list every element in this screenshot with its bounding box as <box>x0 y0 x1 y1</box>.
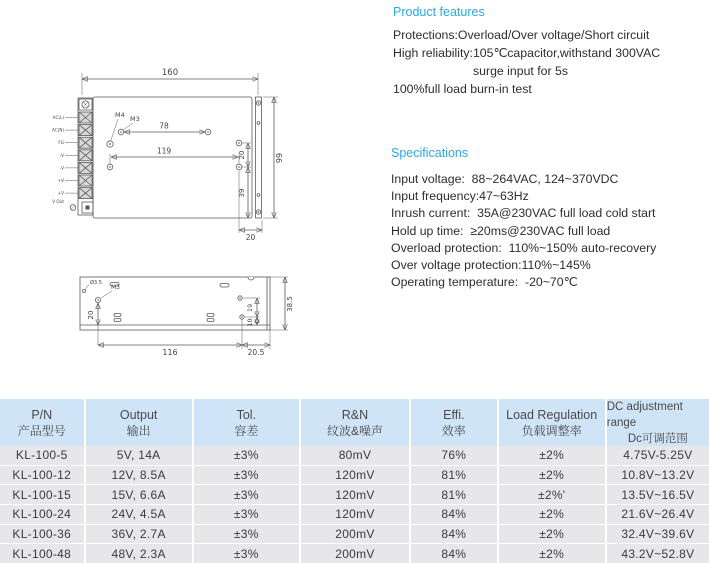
side-outline <box>80 277 270 330</box>
screw-label-m3-side: M3 <box>111 284 120 291</box>
feature-line: Protections:Overload/Over voltage/Short circuit <box>393 28 650 42</box>
product-features-title: Product features <box>393 5 485 19</box>
cell-load-reg: ±2% <box>499 544 605 563</box>
hole-label: Ø3.5 <box>90 280 102 286</box>
cell-pn: KL-100-15 <box>0 485 84 504</box>
header-en: DC adjustment range <box>606 401 683 429</box>
cell-pn: KL-100-12 <box>0 466 84 485</box>
feature-line: High reliability:105℃capacitor,withstand 300VAC <box>393 46 661 60</box>
col-header-tolerance <box>194 399 299 447</box>
cell-dc-range: 13.5V~16.5V <box>607 485 709 504</box>
cell-load-reg: ±2% <box>499 466 605 485</box>
cell-output: 24V, 4.5A <box>86 505 192 524</box>
dim-bottom <box>239 171 262 242</box>
dim-label-10: 10 <box>246 318 254 327</box>
header-zh: 纹波&噪声 <box>326 424 383 438</box>
cell-ripple: 120mV <box>301 466 409 485</box>
terminal-label: FG <box>58 140 64 146</box>
spec-line: Input frequency:47~63Hz <box>391 189 529 204</box>
dim-side-bottom <box>98 320 270 357</box>
cell-dc-range: 4.75V-5.25V <box>607 446 709 465</box>
top-notch <box>248 277 254 280</box>
header-en: R&N <box>341 408 369 422</box>
table-header-row <box>0 399 709 445</box>
header-zh: 容差 <box>234 424 259 438</box>
col-header-dc-adjust <box>607 399 709 447</box>
dim-right-lower <box>238 167 248 218</box>
cell-tolerance: ±3% <box>194 446 299 465</box>
terminal-label: V Out <box>52 199 64 204</box>
cell-pn: KL-100-48 <box>0 544 84 563</box>
cell-ripple: 200mV <box>301 544 409 563</box>
table-row <box>0 525 709 544</box>
table-row <box>0 505 709 524</box>
dim-side-height <box>270 277 294 330</box>
header-en: Effi. <box>443 408 465 422</box>
screw-callouts <box>111 111 140 140</box>
dim-side-left <box>87 303 98 345</box>
cell-load-reg: ±2% <box>499 525 605 544</box>
top-view-drawing <box>52 55 302 255</box>
spec-line: Overload protection: 110%~150% auto-recovery <box>391 240 657 255</box>
vent-slots <box>110 283 229 322</box>
cell-ripple: 120mV <box>301 485 409 504</box>
terminal-block <box>52 98 93 215</box>
cell-efficiency: 76% <box>411 446 497 465</box>
dim-side-right <box>243 298 260 327</box>
header-zh: 效率 <box>441 424 466 438</box>
terminal-label: AC(N) <box>52 127 64 133</box>
cell-pn: KL-100-5 <box>0 446 84 465</box>
header-zh: 负载调整率 <box>521 424 582 438</box>
cell-dc-range: 32.4V~39.6V <box>607 525 709 544</box>
cell-output: 5V, 14A <box>86 446 192 465</box>
terminal-labels <box>52 115 78 204</box>
cell-tolerance: ±3% <box>194 466 299 485</box>
model-spec-table <box>0 399 709 563</box>
dim-label-20b: 20 <box>245 233 256 242</box>
dim-label-78: 78 <box>159 121 169 131</box>
cell-dc-range: 43.2V~52.8V <box>607 544 709 563</box>
side-holes <box>238 296 244 319</box>
cell-pn: KL-100-24 <box>0 505 84 524</box>
cell-load-reg: ±2% <box>499 446 605 465</box>
feature-line: 100%full load burn-in test <box>393 82 532 96</box>
header-en: P/N <box>31 408 53 422</box>
specifications-section <box>391 146 703 291</box>
dim-width <box>82 68 258 95</box>
col-header-efficiency <box>411 399 497 447</box>
terminal-label: +V <box>57 190 64 196</box>
spec-line: Input voltage: 88~264VAC, 124~370VDC <box>391 172 619 186</box>
cell-load-reg: ±2% <box>499 505 605 524</box>
specifications-list <box>391 171 703 291</box>
header-zh: Dc可调范围 <box>627 433 688 445</box>
col-header-ripple-noise <box>301 399 409 447</box>
col-header-load-regulation <box>499 399 605 447</box>
dim-right-upper <box>238 143 251 167</box>
dim-pitch-bottom <box>110 147 239 165</box>
mounting-holes <box>107 129 242 170</box>
dim-height <box>263 97 284 218</box>
header-en: Load Regulation <box>506 408 598 422</box>
cell-ripple: 120mV <box>301 505 409 524</box>
cell-efficiency: 84% <box>411 505 497 524</box>
spec-line: Inrush current: 35A@230VAC full load cold start <box>391 206 656 221</box>
cell-efficiency: 81% <box>411 485 497 504</box>
spec-line: Hold up time: ≥20ms@230VAC full load <box>391 223 611 238</box>
dim-label-39: 39 <box>238 188 246 198</box>
header-en: Tol. <box>236 408 257 422</box>
spec-line: Operating temperature: -20~70℃ <box>391 275 578 290</box>
dim-label-20r: 20 <box>238 150 246 160</box>
product-features-section <box>393 5 705 98</box>
cell-output: 15V, 6.6A <box>86 485 192 504</box>
terminal-cells <box>79 112 92 199</box>
dim-label-119: 119 <box>156 146 172 156</box>
col-header-pn <box>0 399 84 447</box>
terminal-label: +V <box>57 178 64 183</box>
cell-tolerance: ±3% <box>194 544 299 563</box>
cell-dc-range: 10.8V~13.2V <box>607 466 709 485</box>
terminal-label: AC(L) <box>52 115 64 120</box>
col-header-output <box>86 399 192 447</box>
table-row <box>0 485 709 504</box>
dim-label-20-5: 20.5 <box>247 348 265 357</box>
dim-label-99: 99 <box>275 152 284 164</box>
cell-ripple: 200mV <box>301 525 409 544</box>
cell-pn: KL-100-36 <box>0 525 84 544</box>
dim-label-19: 19 <box>246 303 254 313</box>
feature-line: surge input for 5s <box>473 64 569 78</box>
table-row <box>0 446 709 465</box>
spec-line: Over voltage protection:110%~145% <box>391 258 591 273</box>
cell-tolerance: ±3% <box>194 485 299 504</box>
screw-label-m3: M3 <box>130 115 140 123</box>
table-row <box>0 544 709 563</box>
cell-output: 36V, 2.7A <box>86 525 192 544</box>
terminal-label: -V <box>59 165 64 171</box>
side-view-drawing <box>52 265 302 360</box>
header-zh: 产品型号 <box>17 424 66 438</box>
cell-efficiency: 84% <box>411 544 497 563</box>
header-zh: 输出 <box>126 424 151 438</box>
cell-efficiency: 84% <box>411 525 497 544</box>
cell-dc-range: 21.6V~26.4V <box>607 505 709 524</box>
screw-label-m4: M4 <box>115 111 125 119</box>
cell-ripple: 80mV <box>301 446 409 465</box>
right-flange <box>256 97 262 218</box>
cell-tolerance: ±3% <box>194 505 299 524</box>
cell-efficiency: 81% <box>411 466 497 485</box>
cell-output: 48V, 2.3A <box>86 544 192 563</box>
dim-label-38-5: 38.5 <box>286 296 294 312</box>
dim-label-116: 116 <box>162 348 178 357</box>
specifications-title: Specifications <box>391 146 469 160</box>
header-en: Output <box>119 408 158 422</box>
dim-label-20s: 20 <box>87 310 95 320</box>
dim-label-160: 160 <box>161 68 179 78</box>
cell-output: 12V, 8.5A <box>86 466 192 485</box>
dim-pitch-top <box>124 122 205 133</box>
terminal-label: -V <box>59 152 64 158</box>
table-row <box>0 466 709 485</box>
cell-load-reg: ±2%' <box>499 485 605 504</box>
cell-tolerance: ±3% <box>194 525 299 544</box>
